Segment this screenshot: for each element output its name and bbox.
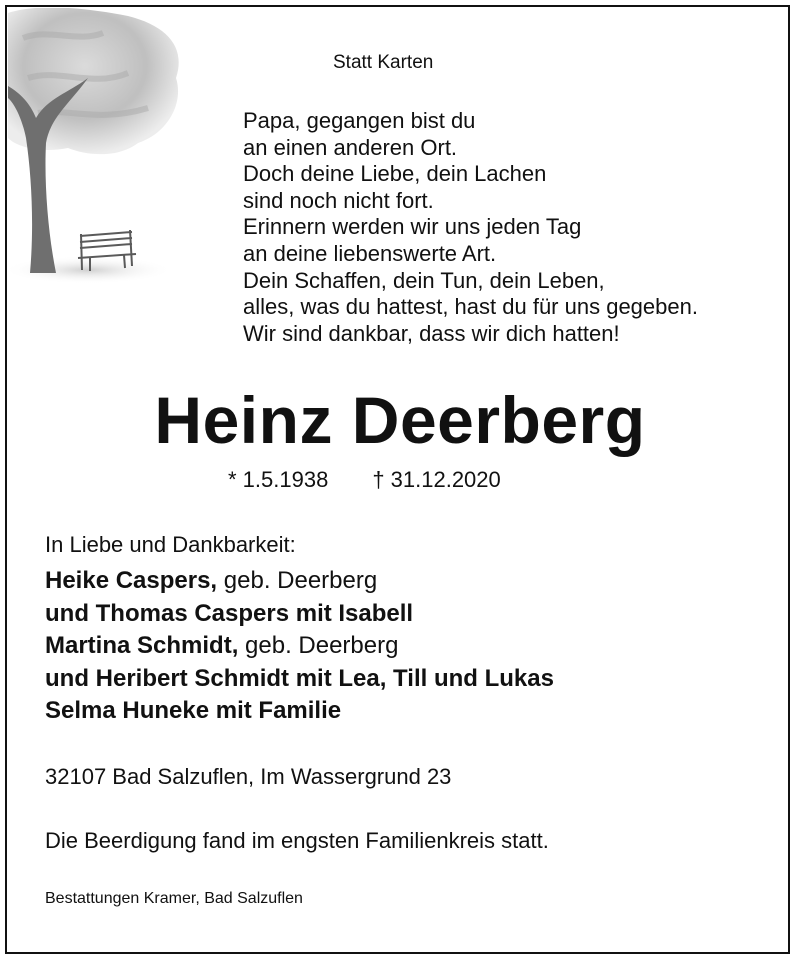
poem-line: Papa, gegangen bist du xyxy=(243,108,476,133)
poem-line: an einen anderen Ort. xyxy=(243,134,458,160)
poem-line: Wir sind dankbar, dass wir dich hatten! xyxy=(243,320,620,346)
poem-line: Doch deine Liebe, dein Lachen xyxy=(243,161,547,187)
life-dates xyxy=(228,467,501,493)
poem-line: sind noch nicht fort. xyxy=(243,187,434,213)
mourners-intro: In Liebe und Dankbarkeit: xyxy=(45,532,296,557)
mourner-line: Heike Caspers, geb. Deerberg xyxy=(45,567,378,594)
poem xyxy=(243,108,698,347)
death-date: † 31.12.2020 xyxy=(372,467,501,492)
mourner-line: Martina Schmidt, geb. Deerberg xyxy=(45,632,399,659)
undertaker-credit: Bestattungen Kramer, Bad Salzuflen xyxy=(45,890,303,907)
family-address: 32107 Bad Salzuflen, Im Wassergrund 23 xyxy=(45,764,452,789)
mourner-line: Selma Huneke mit Familie xyxy=(45,697,342,724)
tree-bench-illustration xyxy=(8,8,183,288)
poem-line: an deine liebenswerte Art. xyxy=(243,240,497,266)
birth-date: * 1.5.1938 xyxy=(228,467,329,492)
deceased-name: Heinz Deerberg xyxy=(154,383,646,457)
mourner-line: und Heribert Schmidt mit Lea, Till und Lukas xyxy=(45,664,554,692)
heading-statt-karten: Statt Karten xyxy=(333,52,434,73)
poem-line: Dein Schaffen, dein Tun, dein Leben, xyxy=(243,267,605,293)
funeral-note: Die Beerdigung fand im engsten Familienkreis statt. xyxy=(45,828,549,853)
poem-line: Erinnern werden wir uns jeden Tag xyxy=(243,214,582,240)
poem-line: alles, was du hattest, hast du für uns gegeben. xyxy=(243,294,698,320)
mourner-line: und Thomas Caspers mit Isabell xyxy=(45,599,414,627)
mourners-list xyxy=(45,565,554,728)
